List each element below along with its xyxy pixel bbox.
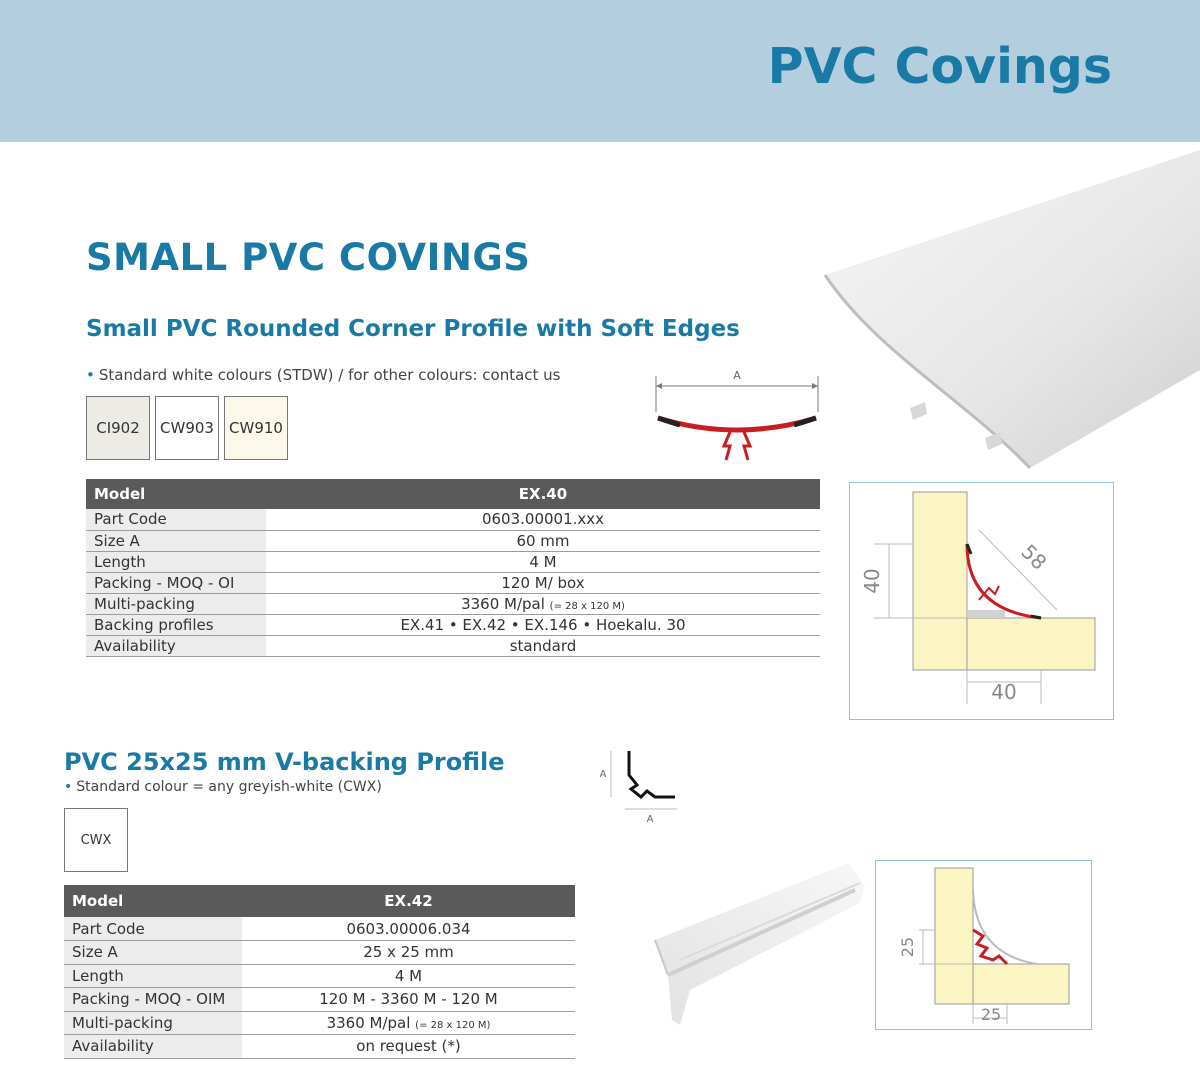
table-row — [86, 509, 820, 530]
dimension-width-label: 25 — [980, 1005, 1002, 1024]
table-row — [86, 635, 820, 656]
row-value-text: 0603.00006.034 — [346, 919, 471, 938]
dimension-a-label: A — [733, 369, 741, 382]
row-label: Availability — [86, 635, 266, 656]
profile1-section-diagram — [650, 362, 825, 472]
row-value — [266, 593, 820, 614]
row-label: Multi-packing — [86, 593, 266, 614]
table-header-row — [86, 479, 820, 509]
row-value — [242, 1035, 575, 1059]
product1-title: Small PVC Rounded Corner Profile with Soft Edges — [86, 316, 740, 342]
row-value-text: 25 x 25 mm — [363, 943, 454, 962]
dimension-height-label: 40 — [860, 568, 884, 594]
row-label: Length — [64, 964, 242, 988]
spec-table-ex40 — [86, 479, 820, 657]
row-value — [266, 551, 820, 572]
profile2-section-diagram — [595, 745, 685, 827]
row-value-text: EX.41 • EX.42 • EX.146 • Hoekalu. 30 — [400, 615, 686, 634]
row-value-text: 60 mm — [516, 531, 570, 550]
product2-note — [64, 779, 382, 795]
product2-title: PVC 25x25 mm V-backing Profile — [64, 748, 505, 776]
row-label: Length — [86, 551, 266, 572]
row-value-text: 4 M — [394, 966, 423, 985]
table-header-row — [64, 885, 575, 917]
row-label: Packing - MOQ - OI — [86, 572, 266, 593]
product1-note-text: Standard white colours (STDW) / for other colours: contact us — [98, 366, 561, 384]
row-value — [266, 635, 820, 656]
row-label: Size A — [64, 941, 242, 965]
row-value-text: standard — [509, 636, 577, 655]
swatch-label: CI902 — [96, 419, 140, 437]
table-row — [64, 988, 575, 1012]
swatch-label: CW903 — [160, 419, 214, 437]
page-title: PVC Covings — [767, 38, 1112, 95]
table-header-value: EX.40 — [266, 479, 820, 509]
swatch-label: CW910 — [229, 419, 283, 437]
table-row — [64, 1011, 575, 1035]
row-value-text: 0603.00001.xxx — [481, 510, 605, 529]
dimension-width-label: 40 — [991, 680, 1017, 704]
dimension-a-side-label: A — [599, 769, 607, 780]
table-row — [64, 1035, 575, 1059]
row-label: Part Code — [86, 509, 266, 530]
table-header-value: EX.42 — [242, 885, 575, 917]
row-label: Multi-packing — [64, 1011, 242, 1035]
table-row — [86, 593, 820, 614]
row-label: Size A — [86, 530, 266, 551]
row-value-text: 4 M — [529, 552, 557, 571]
bullet-icon: • — [86, 366, 95, 384]
row-value — [242, 941, 575, 965]
table-row — [64, 941, 575, 965]
swatch-label: CWX — [80, 832, 112, 848]
row-label: Packing - MOQ - OIM — [64, 988, 242, 1012]
table-row — [86, 572, 820, 593]
spec-table-ex42 — [64, 885, 575, 1059]
product2-note-text: Standard colour = any greyish-white (CWX) — [76, 779, 382, 795]
product1-note — [86, 366, 561, 384]
table-row — [86, 614, 820, 635]
row-value-text: 3360 M/pal — [326, 1013, 411, 1032]
row-value-text: 120 M - 3360 M - 120 M — [319, 990, 498, 1009]
row-value — [242, 988, 575, 1012]
installation-diagram-ex42 — [875, 860, 1092, 1030]
section-title: SMALL PVC COVINGS — [86, 236, 531, 279]
row-value-note: (= 28 x 120 M) — [415, 1019, 491, 1031]
table-row — [64, 964, 575, 988]
row-label: Availability — [64, 1035, 242, 1059]
table-row — [86, 551, 820, 572]
v-backing-photo — [650, 855, 872, 1030]
row-value — [266, 572, 820, 593]
table-row — [86, 530, 820, 551]
row-value — [242, 1011, 575, 1035]
row-value — [266, 530, 820, 551]
swatch-cw903 — [155, 396, 219, 460]
table-header-model: Model — [86, 479, 266, 509]
bullet-icon: • — [64, 779, 73, 795]
row-label: Part Code — [64, 917, 242, 941]
swatch-cwx — [64, 808, 128, 872]
dimension-height-label: 25 — [898, 936, 917, 958]
row-value-note: (= 28 x 120 M) — [549, 600, 625, 612]
row-value-text: 120 M/ box — [501, 573, 585, 592]
row-value — [242, 917, 575, 941]
row-value — [242, 964, 575, 988]
dimension-diagonal-label: 58 — [1016, 539, 1052, 575]
row-value-text: 3360 M/pal — [461, 594, 545, 613]
installation-diagram-ex40 — [849, 482, 1114, 720]
swatch-ci902 — [86, 396, 150, 460]
row-label: Backing profiles — [86, 614, 266, 635]
row-value-text: on request (*) — [356, 1037, 461, 1056]
row-value — [266, 614, 820, 635]
table-row — [64, 917, 575, 941]
dimension-a-bottom-label: A — [646, 814, 654, 825]
coving-photo — [815, 150, 1200, 480]
table-header-model: Model — [64, 885, 242, 917]
swatch-cw910 — [224, 396, 288, 460]
row-value — [266, 509, 820, 530]
